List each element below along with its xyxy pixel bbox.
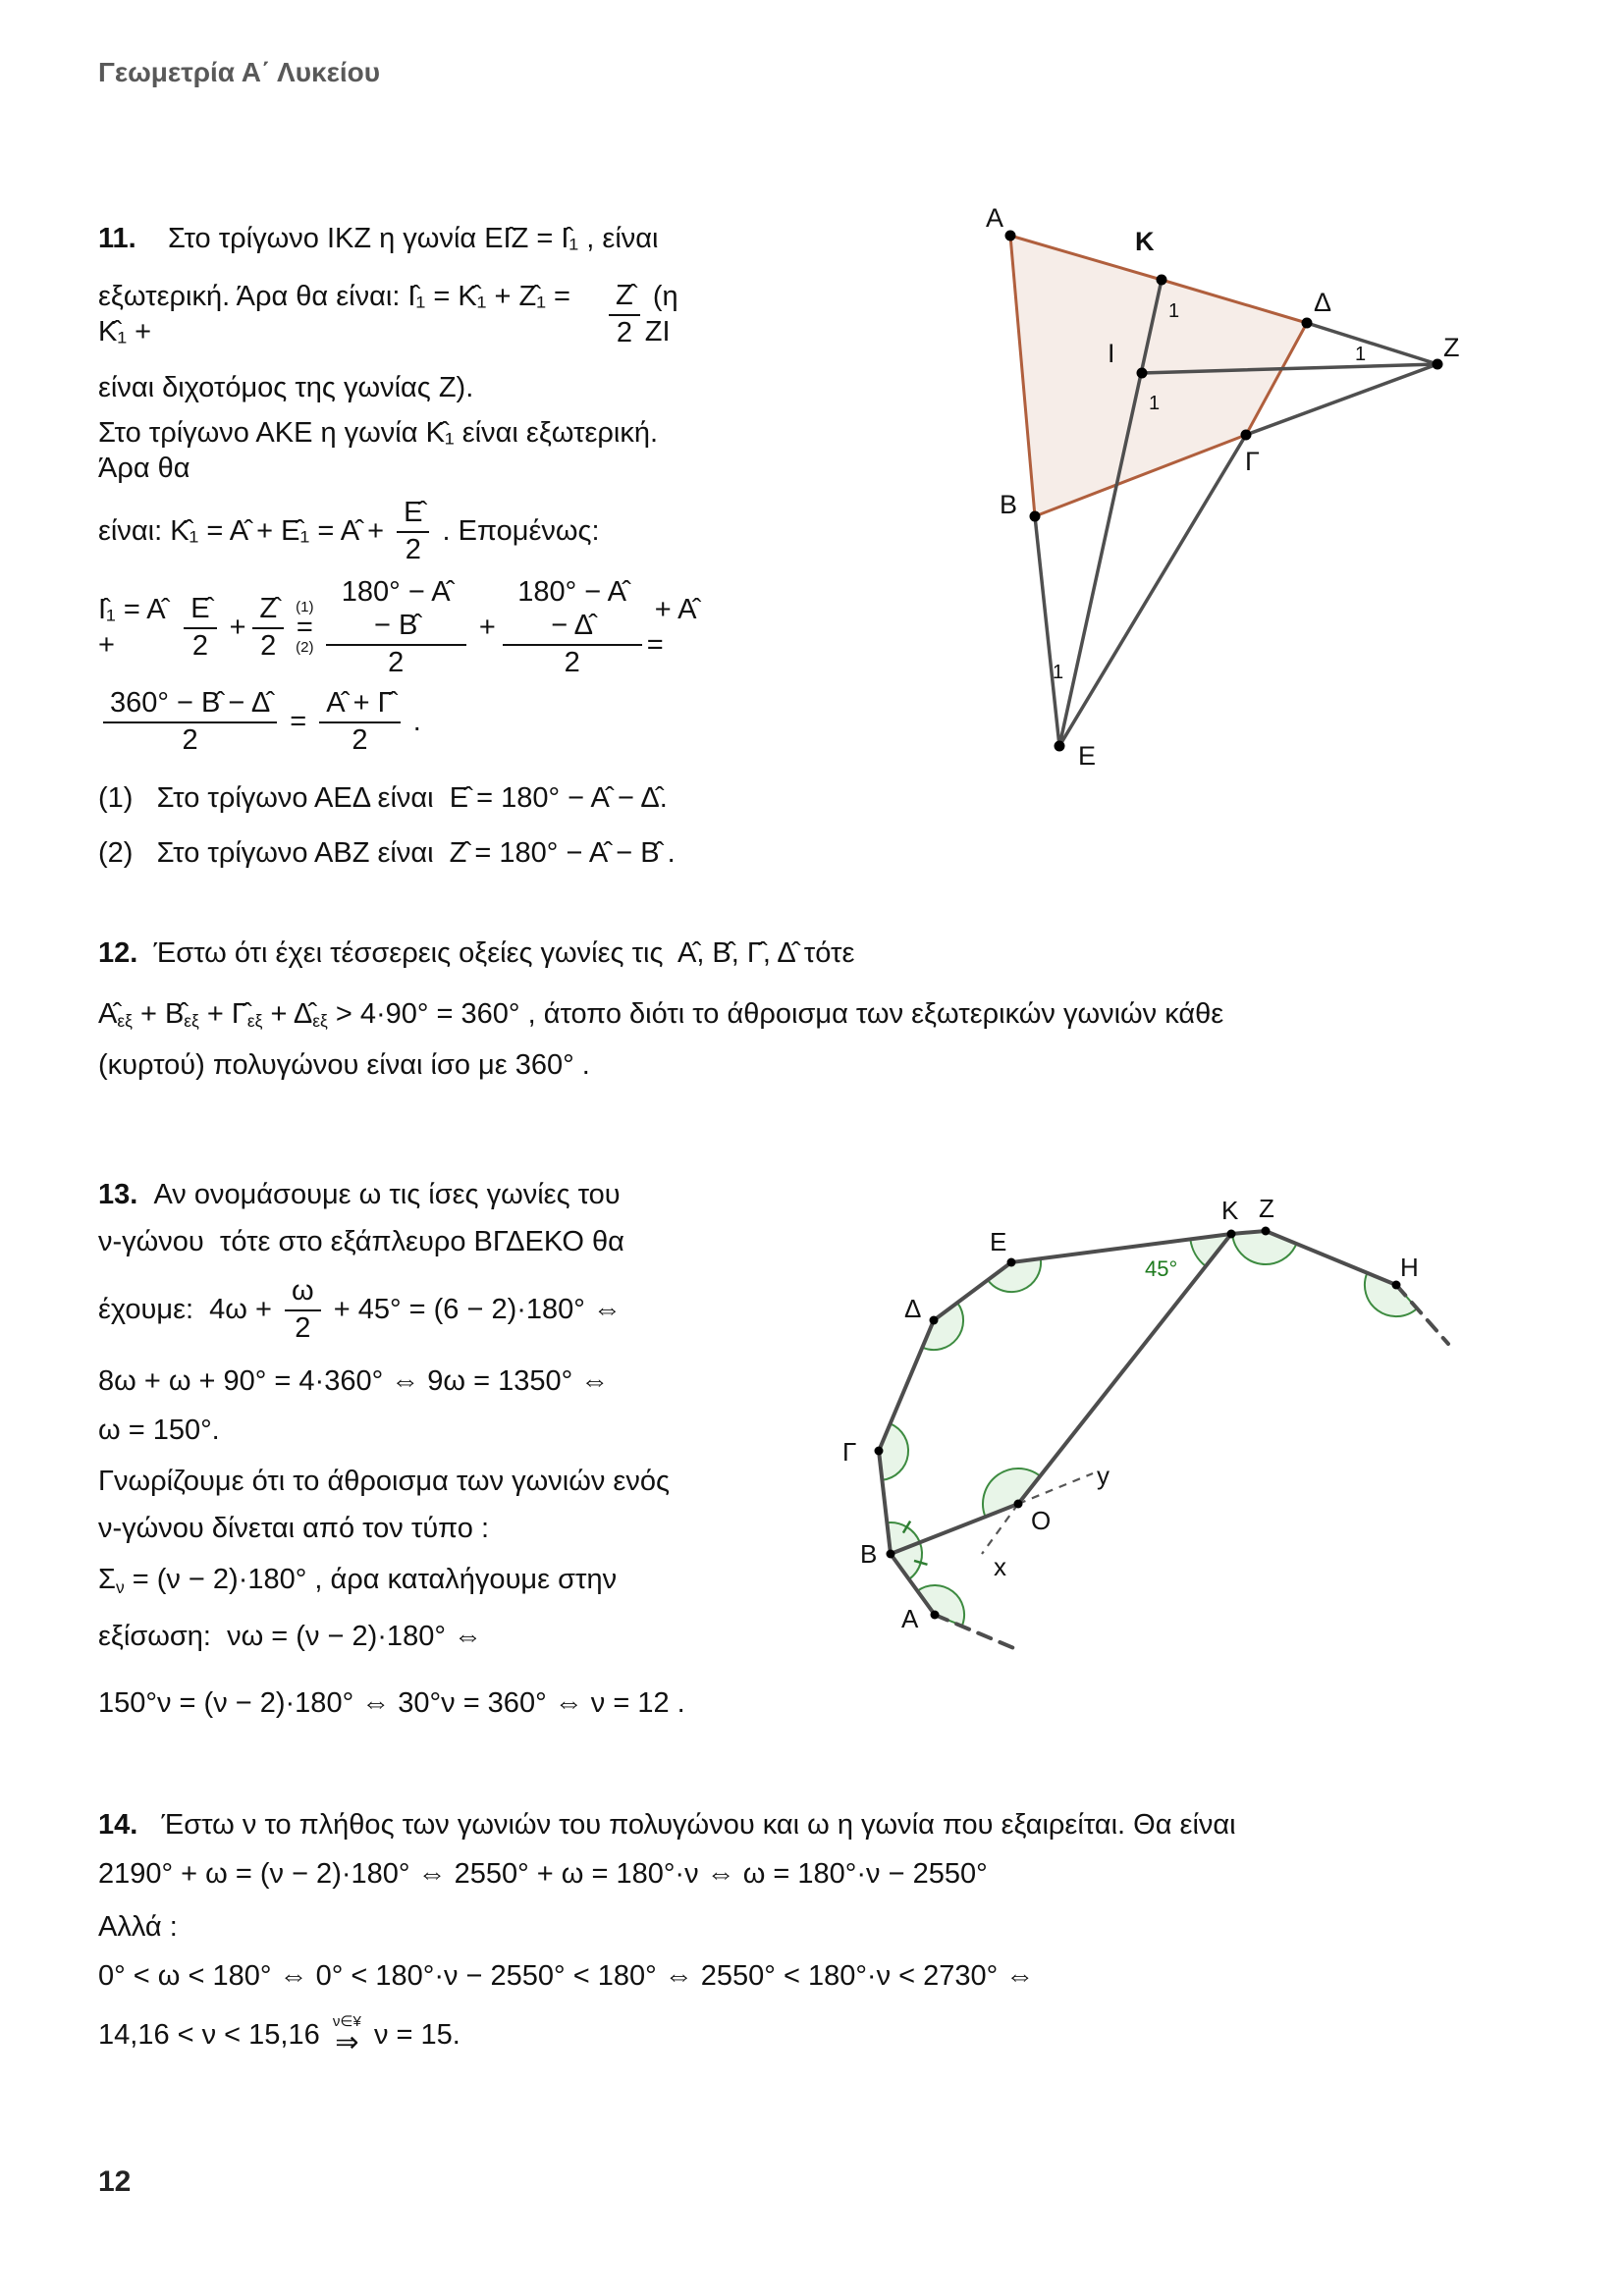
- formula-fragment: είναι: Κ̂₁ = Α̂ + Ε̂₁ = Α̂ +: [98, 515, 393, 548]
- label-H: H: [1400, 1253, 1419, 1282]
- formula-line: [98, 1802, 1581, 1847]
- angle-mark-Z1: 1: [1355, 344, 1367, 365]
- point-Z: [1433, 359, 1443, 370]
- segment-DZ: [1307, 323, 1437, 364]
- formula-fragment: 2190° + ω = (ν − 2)·180° ⇔ 2550° + ω = 180°·ν ⇔ ω = 180°·ν − 2550°: [98, 1857, 988, 1890]
- label-B: B: [1000, 490, 1018, 519]
- formula-fragment: + Α̂ =: [646, 594, 705, 662]
- formula-line: [98, 1172, 795, 1217]
- label-O: O: [1031, 1506, 1052, 1535]
- angle-arc-Z: [1232, 1231, 1296, 1264]
- formula-fragment: (1) = (2): [296, 598, 314, 657]
- formula-line: [98, 366, 707, 411]
- problem-12: [98, 931, 1561, 1088]
- formula-fragment: Ι̂₁ = Α̂ +: [98, 594, 174, 662]
- formula-fragment: + Γ̂: [198, 997, 247, 1030]
- formula-fragment: (1) Στο τρίγωνο ΑΕΔ είναι Ε̂ = 180° − Α̂ − Δ̂.: [98, 781, 668, 814]
- formula-fragment: εξίσωση: νω = (ν − 2)·180° ⇔: [98, 1621, 482, 1653]
- formula-fragment: +: [221, 612, 254, 644]
- formula-line: [98, 1682, 795, 1727]
- formula-fragment: +: [470, 612, 504, 644]
- point-B: [1030, 511, 1041, 522]
- label-A: A: [901, 1604, 919, 1633]
- label-K: K: [1221, 1196, 1239, 1225]
- point-A: [1005, 231, 1016, 241]
- formula-fragment: Αν ονομάσουμε ω τις ίσες γωνίες του: [137, 1178, 621, 1210]
- formula-line: [98, 931, 1561, 976]
- formula-fragment: 0° < ω < 180° ⇔ 0° < 180°·ν − 2550° < 180° ⇔ 2550° < 180°·ν < 2730° ⇔: [98, 1959, 1035, 1992]
- label-B: B: [860, 1539, 878, 1569]
- point-E: [1007, 1258, 1016, 1267]
- formula-line: [98, 1904, 1581, 1949]
- formula-fragment: είναι διχοτόμος της γωνίας Ζ).: [98, 372, 474, 404]
- label-I: I: [1108, 339, 1115, 368]
- formula-fragment: Α̂: [98, 997, 118, 1030]
- formula-line: [98, 1360, 795, 1405]
- formula-line: [98, 1219, 795, 1264]
- formula-fragment: 14.: [98, 1808, 138, 1841]
- formula-fragment: 150°ν = (ν − 2)·180° ⇔ 30°ν = 360° ⇔ ν = 12 .: [98, 1687, 685, 1720]
- formula-fragment: ν-γώνου τότε στο εξάπλευρο ΒΓΔΕΚΟ θα: [98, 1225, 624, 1257]
- label-E: E: [990, 1227, 1007, 1256]
- point-Delta: [1302, 318, 1313, 329]
- formula-fragment: 12.: [98, 936, 138, 969]
- point-Z: [1262, 1227, 1271, 1236]
- figure-triangle-ikz: [933, 123, 1542, 800]
- point-K: [1227, 1230, 1236, 1239]
- formula-fragment: + Δ̂: [262, 997, 313, 1030]
- formula-fragment: Γνωρίζουμε ότι το άθροισμα των γωνιών ενός: [98, 1466, 670, 1498]
- formula-fragment: Έστω ν το πλήθος των γωνιών του πολυγώνου και ω η γωνία που εξαιρείται. Θα είναι: [137, 1808, 1236, 1841]
- formula-line: [98, 1851, 1581, 1896]
- point-B: [887, 1550, 895, 1559]
- formula-line: [98, 277, 707, 352]
- formula-fragment: Στο τρίγωνο ΙΚΖ η γωνία ΕΙ̂Ζ = Ι̂₁ , είναι: [135, 222, 659, 254]
- formula-fragment: 8ω + ω + 90° = 4·360° ⇔ 9ω = 1350° ⇔: [98, 1365, 610, 1398]
- polygon-chain: [879, 1231, 1396, 1615]
- segment-BE: [1035, 516, 1059, 746]
- formula-fragment: ν-γώνου δίνεται από τον τύπο :: [98, 1513, 490, 1545]
- formula-fragment: εξ: [184, 1010, 199, 1031]
- angle-arc-Gamma: [879, 1423, 908, 1480]
- formula-fragment: + Β̂: [132, 997, 185, 1030]
- label-x: x: [994, 1552, 1006, 1581]
- formula-fragment: $\frac{Â + \Gammâ}{2}$: [319, 686, 400, 758]
- label-45-degrees: 45°: [1145, 1256, 1178, 1281]
- problem-14: [98, 1802, 1581, 2057]
- formula-line: [98, 1558, 795, 1603]
- formula-fragment: Σ: [98, 1564, 116, 1596]
- formula-fragment: $\frac{360^\circ - B̂ - \Deltâ}{2}$: [103, 686, 277, 758]
- label-Gamma: Γ: [842, 1437, 857, 1467]
- point-Gamma: [875, 1447, 884, 1456]
- formula-fragment: ω = 150°.: [98, 1415, 220, 1447]
- formula-line: [98, 1507, 795, 1552]
- problem-11: [98, 216, 707, 876]
- formula-fragment: $\frac{Ê}{2}$: [397, 496, 429, 567]
- formula-line: [98, 1409, 795, 1454]
- point-A: [931, 1611, 940, 1620]
- formula-line: [98, 216, 707, 261]
- formula-fragment: ν: [115, 1576, 125, 1597]
- formula-line: [98, 991, 1561, 1037]
- label-E: E: [1078, 741, 1097, 771]
- point-K: [1157, 275, 1167, 286]
- formula-fragment: Αλλά :: [98, 1910, 178, 1943]
- dashed-continuation-A: [935, 1615, 1016, 1649]
- label-Z: Z: [1443, 333, 1460, 362]
- label-Delta: Δ: [904, 1294, 922, 1323]
- problem-13: [98, 1172, 795, 1727]
- formula-line: [98, 684, 707, 760]
- point-Delta: [930, 1316, 939, 1325]
- formula-fragment: $\frac{Ê}{2}$: [184, 592, 216, 664]
- formula-fragment: = (ν − 2)·180° , άρα καταλήγουμε στην: [124, 1564, 618, 1596]
- angle-mark-K1: 1: [1168, 300, 1180, 322]
- formula-line: [98, 1042, 1561, 1088]
- formula-fragment: + 45° = (6 − 2)·180° ⇔: [325, 1294, 622, 1326]
- formula-fragment: Στο τρίγωνο ΑΚΕ η γωνία Κ̂₁ είναι εξωτερική. Άρα θα: [98, 416, 665, 484]
- formula-fragment: (κυρτού) πολυγώνου είναι ίσο με 360° .: [98, 1048, 590, 1081]
- formula-line: [98, 1615, 795, 1660]
- formula-fragment: εξ: [246, 1010, 263, 1031]
- label-A: A: [986, 203, 1004, 233]
- formula-fragment: $\frac{Ẑ}{2}$: [609, 279, 640, 350]
- formula-fragment: Έστω ότι έχει τέσσερεις οξείες γωνίες τις Α̂, Β̂, Γ̂, Δ̂ τότε: [137, 936, 855, 969]
- segment-KO: [1018, 1234, 1231, 1504]
- formula-fragment: ν∈¥ ⇒: [332, 2013, 361, 2058]
- label-K: K: [1135, 227, 1155, 256]
- point-Gamma: [1241, 430, 1252, 441]
- formula-fragment: =: [282, 706, 315, 738]
- formula-line: [98, 415, 707, 487]
- point-O: [1014, 1500, 1023, 1509]
- formula-line: [98, 830, 707, 876]
- formula-fragment: (2) Στο τρίγωνο ΑΒΖ είναι Ζ̂ = 180° − Α̂ − Β̂ .: [98, 836, 676, 869]
- formula-fragment: (η ΖΙ: [644, 281, 686, 348]
- angle-mark-E1: 1: [1053, 662, 1064, 683]
- formula-fragment: $\frac{\omega}{2}$: [285, 1274, 321, 1346]
- formula-fragment: .: [405, 706, 421, 738]
- page-header: Γεωμετρία Α΄ Λυκείου: [98, 57, 381, 87]
- formula-line: [98, 1953, 1581, 1999]
- label-Z: Z: [1259, 1194, 1274, 1223]
- formula-line: [98, 573, 707, 682]
- point-I: [1137, 368, 1148, 379]
- formula-line: [98, 775, 707, 821]
- formula-fragment: $\frac{180^\circ - Â - B̂}{2}$: [326, 575, 466, 680]
- figure-polygon-ngon: [805, 1129, 1492, 1679]
- formula-fragment: ν = 15.: [365, 2018, 460, 2051]
- formula-fragment: 14,16 < ν < 15,16: [98, 2018, 328, 2051]
- formula-fragment: . Επομένως:: [434, 515, 600, 548]
- angle-arc-Delta: [922, 1303, 963, 1350]
- formula-fragment: 11.: [98, 222, 136, 254]
- formula-fragment: εξ: [117, 1010, 133, 1031]
- label-Delta: Δ: [1314, 288, 1332, 317]
- formula-line: [98, 494, 707, 569]
- label-y: y: [1097, 1461, 1110, 1490]
- formula-fragment: εξωτερική. Άρα θα είναι: Ι̂₁ = Κ̂₁ + Ζ̂₁ = Κ̂₁ +: [98, 281, 579, 348]
- formula-fragment: εξ: [312, 1010, 328, 1031]
- point-E: [1055, 741, 1065, 752]
- formula-line: [98, 1460, 795, 1505]
- angle-arc-A: [917, 1585, 964, 1626]
- label-Gamma: Γ: [1245, 447, 1260, 476]
- formula-fragment: 13.: [98, 1178, 138, 1210]
- formula-fragment: $\frac{180^\circ - Â - \Deltâ}{2}$: [503, 575, 642, 680]
- formula-fragment: έχουμε: 4ω +: [98, 1294, 280, 1326]
- page-number: 12: [98, 2165, 132, 2198]
- formula-fragment: > 4·90° = 360° , άτοπο διότι το άθροισμα των εξωτερικών γωνιών κάθε: [327, 997, 1224, 1030]
- angle-mark-I1: 1: [1149, 393, 1161, 414]
- formula-line: [98, 2012, 1581, 2057]
- formula-line: [98, 1272, 795, 1348]
- formula-fragment: $\frac{Ẑ}{2}$: [252, 592, 284, 664]
